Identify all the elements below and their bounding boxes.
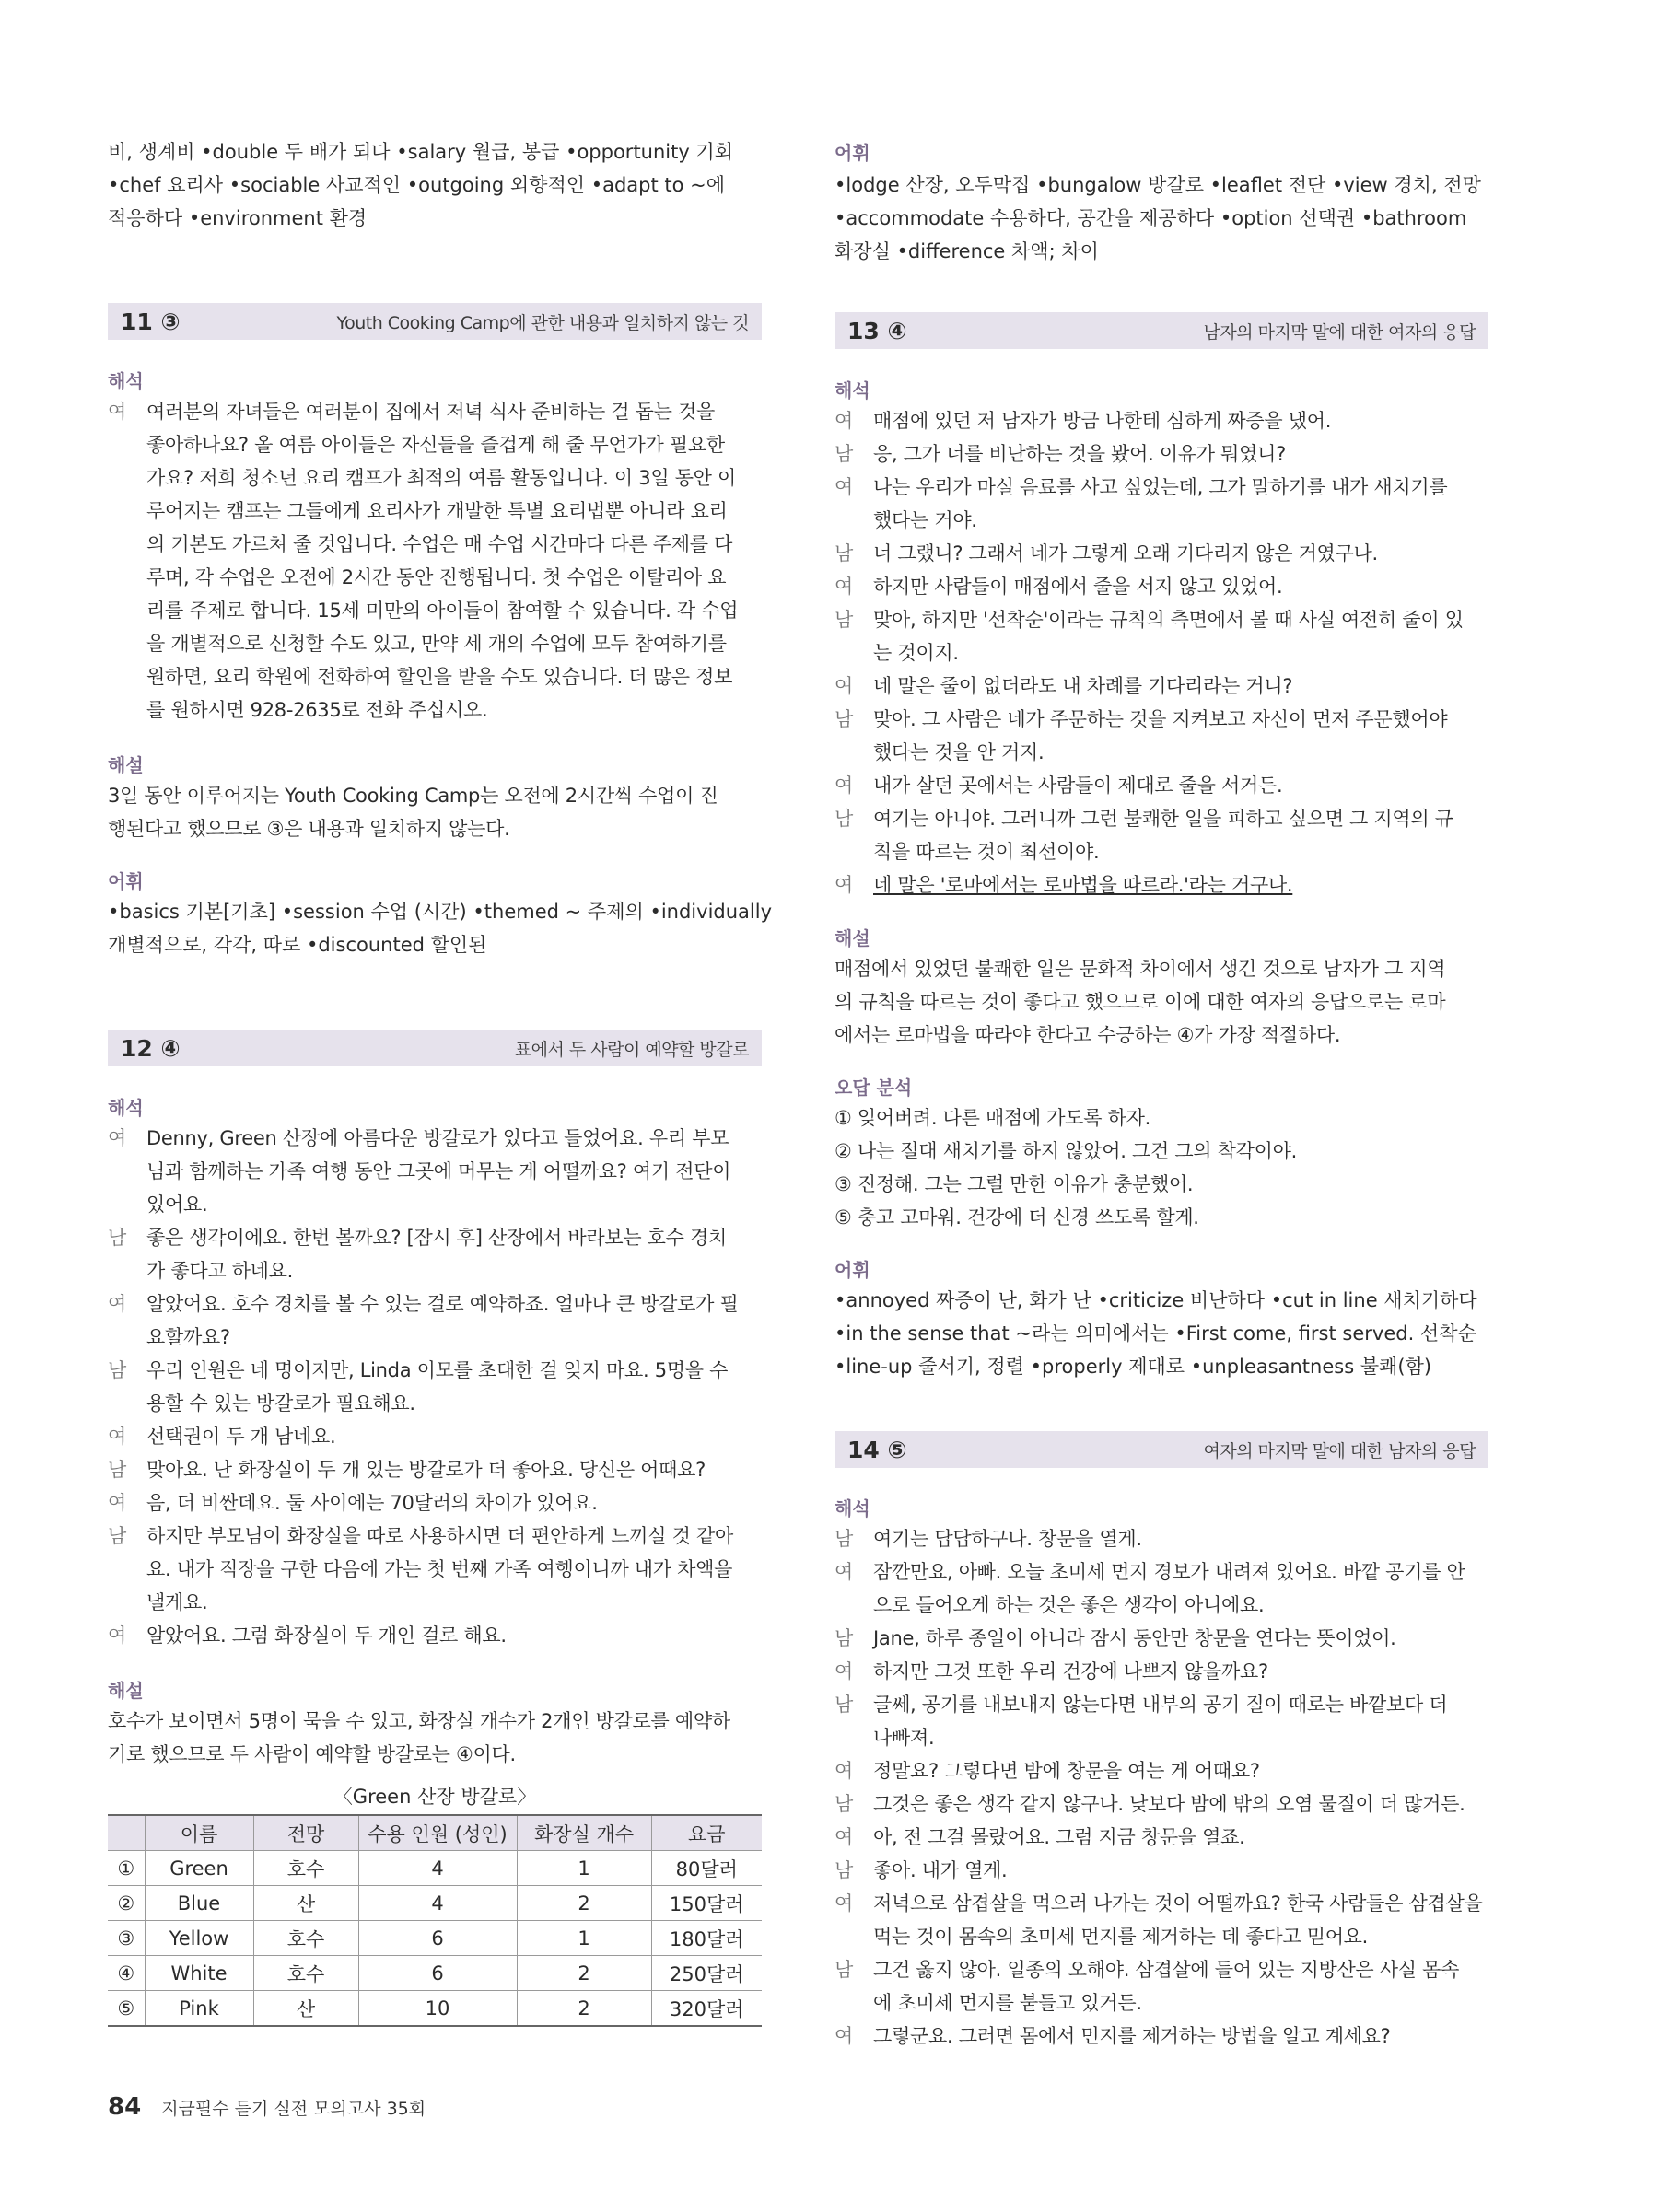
text-line: Denny, Green 산장에 아름다운 방갈로가 있다고 들었어요. 우리 부모 [146,1127,729,1149]
dialog-turn [834,437,1488,471]
text-line: 우리 인원은 네 명이지만, Linda 이모를 초대한 걸 잊지 마요. 5명을 수 [146,1359,729,1381]
speaker-label: 남 [834,609,853,631]
text-line: 를 원하시면 928-2635로 전화 주십시오. [146,699,488,721]
q12-dialog [108,1122,762,1652]
text-line: 는 것이지. [873,642,959,664]
wrong-analysis-title: 오답 분석 [834,1077,913,1099]
text-line: 하지만 그것 또한 우리 건강에 나쁘지 않을까요? [873,1660,1268,1682]
dialog-turn [834,1887,1488,1953]
dialog-turn [834,1622,1488,1655]
text-line: 의 기본도 가르쳐 줄 것입니다. 수업은 매 수업 시간마다 다른 주제를 다 [146,533,733,555]
q14-dialog [834,1522,1488,2053]
page-footer [108,2093,426,2121]
vocab-line: •chef 요리사 •sociable 사교적인 •outgoing 외향적인 •adapt to ~에 [108,174,726,196]
question-number: 11 ③ [121,308,181,335]
speaker-label: 남 [834,443,853,465]
vocab-title: 어휘 [108,870,144,892]
text-line: 맞아요. 난 화장실이 두 개 있는 방갈로가 더 좋아요. 당신은 어때요? [146,1459,706,1481]
text-line: 정말요? 그렇다면 밤에 창문을 여는 게 어때요? [873,1760,1260,1782]
table-cell: White [145,1956,253,1991]
table-cell: 320달러 [651,1991,762,2027]
dialog-turn [834,537,1488,570]
vocab-title: 어휘 [834,142,870,164]
table-header-row [108,1815,762,1851]
speaker-label: 여 [108,1624,126,1647]
bungalow-table [108,1814,762,2027]
speaker-label: 여 [834,774,853,797]
vocab-line: •line-up 줄서기, 정렬 •properly 제대로 •unpleasantness 불쾌(함) [834,1356,1432,1378]
speaker-label: 여 [834,1561,853,1583]
text-line: 에 초미세 먼지를 붙들고 있거든. [873,1992,1142,2014]
speaker-label: 여 [108,1127,126,1149]
dialog-turn [834,769,1488,802]
vocab-line: 화장실 •difference 차액; 차이 [834,240,1099,262]
speaker-label: 여 [834,1660,853,1682]
question-number: 14 ⑤ [847,1436,907,1463]
speaker-label: 남 [834,1528,853,1550]
speaker-label: 여 [108,401,126,423]
table-cell: 1 [517,1921,651,1956]
text-line: 좋아하나요? 올 여름 아이들은 자신들을 즐겁게 해 줄 무언가가 필요한 [146,434,725,456]
q11-explanation [108,779,762,845]
table-cell: 80달러 [651,1851,762,1886]
text-line: 호수가 보이면서 5명이 묵을 수 있고, 화장실 개수가 2개인 방갈로를 예약하 [108,1710,730,1732]
text-line: 가요? 저희 청소년 요리 캠프가 최적의 여름 활동입니다. 이 3일 동안 이 [146,467,737,489]
speaker-label: 여 [834,1892,853,1915]
table-cell: Blue [145,1886,253,1921]
text-line: 했다는 것을 안 거지. [873,741,1045,763]
dialog-turn [834,703,1488,769]
question-topic: 표에서 두 사람이 예약할 방갈로 [514,1039,749,1060]
text-line: 으로 들어오게 하는 것은 좋은 생각이 아니에요. [873,1594,1265,1616]
dialog-turn [834,868,1488,902]
speaker-label: 남 [108,1525,126,1547]
dialog-turn [108,1453,762,1486]
table-cell: ③ [108,1921,145,1956]
text-line: 하지만 사람들이 매점에서 줄을 서지 않고 있었어. [873,576,1283,598]
text-line: 좋아. 내가 열게. [873,1859,1008,1881]
dialog-turn [834,1655,1488,1688]
text-line: 루며, 각 수업은 오전에 2시간 동안 진행됩니다. 첫 수업은 이탈리아 요 [146,566,727,588]
interpretation-title: 해석 [834,379,870,402]
book-title: 지금필수 듣기 실전 모의고사 35회 [161,2099,426,2119]
table-row [108,1991,762,2027]
table-header-cell: 수용 인원 (성인) [358,1815,517,1851]
text-line: 먹는 것이 몸속의 초미세 먼지를 제거하는 데 좋다고 믿어요. [873,1926,1369,1948]
vocab-top-right [834,169,1488,268]
speaker-label: 여 [834,2025,853,2047]
speaker-label: 여 [834,576,853,598]
q13-wrong-analysis [834,1101,1488,1234]
text-line: 선택권이 두 개 남네요. [146,1426,336,1448]
q11-vocab [108,895,773,961]
vocab-line: •accommodate 수용하다, 공간을 제공하다 •option 선택권 •bathroom [834,207,1467,229]
q14-header [834,1431,1488,1468]
vocab-line: 적응하다 •environment 환경 [108,207,368,229]
dialog-turn [834,1522,1488,1555]
dialog-turn [834,404,1488,437]
speaker-label: 남 [834,1793,853,1815]
text-line: 그건 옳지 않아. 일종의 오해야. 삼겹살에 들어 있는 지방산은 사실 몸속 [873,1959,1460,1981]
table-row [108,1921,762,1956]
vocab-line: •lodge 산장, 오두막집 •bungalow 방갈로 •leaflet 전단 •view 경치, 전망 [834,174,1481,196]
table-cell: ① [108,1851,145,1886]
speaker-label: 여 [834,476,853,498]
q12-header [108,1030,762,1066]
answer-line-underlined: 네 말은 '로마에서는 로마법을 따르라.'라는 거구나. [873,874,1293,896]
table-cell: ④ [108,1956,145,1991]
table-cell: 180달러 [651,1921,762,1956]
interpretation-title: 해석 [108,370,144,392]
text-line: 3일 동안 이루어지는 Youth Cooking Camp는 오전에 2시간씩 수업이 진 [108,785,718,807]
text-line: 알았어요. 그럼 화장실이 두 개인 걸로 해요. [146,1624,507,1647]
table-cell: Green [145,1851,253,1886]
text-line: 매점에 있던 저 남자가 방금 나한테 심하게 짜증을 냈어. [873,410,1332,432]
dialog-turn [108,1287,762,1354]
text-line: 했다는 거야. [873,509,977,531]
text-line: 맞아, 하지만 '선착순'이라는 규칙의 측면에서 볼 때 사실 여전히 줄이 있 [873,609,1464,631]
text-line: 리를 주제로 합니다. 15세 미만의 아이들이 참여할 수 있습니다. 각 수업 [146,600,739,622]
table-header-cell: 전망 [253,1815,358,1851]
q13-explanation [834,952,1488,1052]
q13-vocab [834,1284,1488,1383]
dialog-turn [108,1519,762,1619]
dialog-turn [834,1787,1488,1821]
vocab-title: 어휘 [834,1259,870,1281]
speaker-label: 여 [108,1293,126,1315]
speaker-label: 여 [834,410,853,432]
table-cell: 1 [517,1851,651,1886]
dialog-turn [108,1221,762,1287]
table-row [108,1886,762,1921]
speaker-label: 남 [108,1359,126,1381]
speaker-label: 여 [834,1826,853,1848]
text-line: Jane, 하루 종일이 아니라 잠시 동안만 창문을 연다는 뜻이었어. [873,1627,1396,1649]
table-cell: 산 [253,1886,358,1921]
dialog-turn [834,1688,1488,1754]
table-cell: 산 [253,1991,358,2027]
table-header-cell: 요금 [651,1815,762,1851]
speaker-label: 남 [834,1694,853,1716]
table-cell: ⑤ [108,1991,145,2027]
text-line: 용할 수 있는 방갈로가 필요해요. [146,1392,415,1415]
table-cell: 호수 [253,1851,358,1886]
table-cell: 호수 [253,1921,358,1956]
text-line: 의 규칙을 따르는 것이 좋다고 했으므로 이에 대한 여자의 응답으로는 로마 [834,991,1446,1013]
explanation-title: 해설 [108,1680,144,1702]
question-number: 13 ④ [847,317,907,344]
table-cell: ② [108,1886,145,1921]
vocab-line: 개별적으로, 각각, 따로 •discounted 할인된 [108,934,487,956]
dialog-turn [834,1821,1488,1854]
table-caption: 〈Green 산장 방갈로〉 [333,1786,537,1808]
question-topic: 여자의 마지막 말에 대한 남자의 응답 [1203,1440,1476,1461]
table-cell: 2 [517,1991,651,2027]
question-topic: 남자의 마지막 말에 대한 여자의 응답 [1203,321,1476,343]
speaker-label: 남 [108,1227,126,1249]
dialog-turn [834,802,1488,868]
vocab-line: •basics 기본[기초] •session 수업 (시간) •themed ~ 주제의 •individually [108,901,773,923]
vocab-line: •in the sense that ~라는 의미에서는 •First come, first served. 선착순 [834,1322,1476,1345]
dialog-turn [834,603,1488,669]
interpretation-title: 해석 [834,1497,870,1519]
text-line: 여러분의 자녀들은 여러분이 집에서 저녁 식사 준비하는 걸 돕는 것을 [146,401,715,423]
table-header-cell: 화장실 개수 [517,1815,651,1851]
explanation-title: 해설 [834,927,870,949]
q11-monologue [108,395,762,727]
text-line: 매점에서 있었던 불쾌한 일은 문화적 차이에서 생긴 것으로 남자가 그 지역 [834,958,1446,980]
table-header-cell [108,1815,145,1851]
speaker-label: 남 [834,1627,853,1649]
speaker-label: 남 [834,1859,853,1881]
text-line: 있어요. [146,1193,208,1216]
text-line: 그것은 좋은 생각 같지 않구나. 낮보다 밤에 밖의 오염 물질이 더 많거든. [873,1793,1465,1815]
text-line: 응, 그가 너를 비난하는 것을 봤어. 이유가 뭐였니? [873,443,1286,465]
table-cell: Pink [145,1991,253,2027]
speaker-label: 남 [834,1959,853,1981]
question-topic: Youth Cooking Camp에 관한 내용과 일치하지 않는 것 [336,312,749,333]
speaker-label: 여 [108,1492,126,1514]
text-line: 을 개별적으로 신청할 수도 있고, 만약 세 개의 수업에 모두 참여하기를 [146,633,727,655]
explanation-title: 해설 [108,754,144,776]
option-line: ② 나는 절대 새치기를 하지 않았어. 그건 그의 착각이야. [834,1140,1297,1162]
page-number: 84 [108,2093,142,2121]
question-number: 12 ④ [121,1034,181,1062]
table-cell: 2 [517,1886,651,1921]
table-cell: 150달러 [651,1886,762,1921]
dialog-turn [108,1420,762,1453]
speaker-label: 남 [834,808,853,830]
speaker-label: 남 [834,542,853,565]
text-line: 여기는 아니야. 그러니까 그런 불쾌한 일을 피하고 싶으면 그 지역의 규 [873,808,1453,830]
text-line: 잠깐만요, 아빠. 오늘 초미세 먼지 경보가 내려져 있어요. 바깥 공기를 안 [873,1561,1465,1583]
text-line: 루어지는 캠프는 그들에게 요리사가 개발한 특별 요리법뿐 아니라 요리 [146,500,728,522]
option-line: ⑤ 충고 고마워. 건강에 더 신경 쓰도록 할게. [834,1206,1199,1228]
table-row [108,1956,762,1991]
text-line: 님과 함께하는 가족 여행 동안 그곳에 머무는 게 어떨까요? 여기 전단이 [146,1160,731,1182]
q12-explanation [108,1705,762,1771]
option-line: ① 잊어버려. 다른 매점에 가도록 하자. [834,1107,1150,1129]
table-cell: 4 [358,1886,517,1921]
text-line: 나빠져. [873,1727,935,1749]
text-line: 알았어요. 호수 경치를 볼 수 있는 걸로 예약하죠. 얼마나 큰 방갈로가 필 [146,1293,739,1315]
vocab-top-left [108,135,762,235]
dialog-turn [834,1555,1488,1622]
text-line: 행된다고 했으므로 ③은 내용과 일치하지 않는다. [108,818,510,840]
table-cell: 6 [358,1956,517,1991]
text-line: 내가 살던 곳에서는 사람들이 제대로 줄을 서거든. [873,774,1283,797]
text-line: 그렇군요. 그러면 몸에서 먼지를 제거하는 방법을 알고 계세요? [873,2025,1391,2047]
dialog-turn [108,1486,762,1519]
table-cell: 6 [358,1921,517,1956]
dialog-turn [834,570,1488,603]
dialog-turn [834,2020,1488,2053]
speaker-label: 남 [834,708,853,730]
bungalow-table-wrap [108,1814,762,2027]
text-line: 아, 전 그걸 몰랐어요. 그럼 지금 창문을 열죠. [873,1826,1245,1848]
interpretation-title: 해석 [108,1097,144,1119]
dialog-turn [834,1854,1488,1887]
dialog-turn [108,1619,762,1652]
table-cell: 4 [358,1851,517,1886]
table-cell: 250달러 [651,1956,762,1991]
text-line: 너 그랬니? 그래서 네가 그렇게 오래 기다리지 않은 거였구나. [873,542,1378,565]
speaker-label: 여 [108,1426,126,1448]
dialog-turn [834,1953,1488,2020]
q11-header [108,303,762,340]
text-line: 가 좋다고 하네요. [146,1260,294,1282]
table-cell: Yellow [145,1921,253,1956]
text-line: 좋은 생각이에요. 한번 볼까요? [잠시 후] 산장에서 바라보는 호수 경치 [146,1227,728,1249]
text-line: 칙을 따르는 것이 최선이야. [873,841,1100,863]
dialog-turn [108,1122,762,1221]
text-line: 네 말은 줄이 없더라도 내 차례를 기다리라는 거니? [873,675,1293,697]
text-line: 에서는 로마법을 따라야 한다고 수긍하는 ④가 가장 적절하다. [834,1024,1341,1046]
dialog-turn [834,471,1488,537]
q13-dialog [834,404,1488,902]
text-line: 기로 했으므로 두 사람이 예약할 방갈로는 ④이다. [108,1743,516,1765]
speaker-label: 여 [834,675,853,697]
text-line: 글쎄, 공기를 내보내지 않는다면 내부의 공기 질이 때로는 바깥보다 더 [873,1694,1448,1716]
dialog-turn [108,1354,762,1420]
speaker-label: 여 [834,874,853,896]
speaker-label: 남 [108,1459,126,1481]
option-line: ③ 진정해. 그는 그럴 만한 이유가 충분했어. [834,1173,1194,1195]
text-line: 요할까요? [146,1326,230,1348]
text-line: 낼게요. [146,1591,208,1613]
dialog-turn [834,669,1488,703]
vocab-line: •annoyed 짜증이 난, 화가 난 •criticize 비난하다 •cut in line 새치기하다 [834,1289,1477,1311]
speaker-label: 여 [834,1760,853,1782]
text-line: 음, 더 비싼데요. 둘 사이에는 70달러의 차이가 있어요. [146,1492,598,1514]
text-line: 여기는 답답하구나. 창문을 열게. [873,1528,1142,1550]
text-line: 나는 우리가 마실 음료를 사고 싶었는데, 그가 말하기를 내가 새치기를 [873,476,1448,498]
vocab-line: 비, 생계비 •double 두 배가 되다 •salary 월급, 봉급 •opportunity 기회 [108,141,734,163]
text-line: 저녁으로 삼겹살을 먹으러 나가는 것이 어떨까요? 한국 사람들은 삼겹살을 [873,1892,1483,1915]
dialog-turn [834,1754,1488,1787]
table-cell: 2 [517,1956,651,1991]
table-row [108,1851,762,1886]
text-line: 맞아. 그 사람은 네가 주문하는 것을 지켜보고 자신이 먼저 주문했어야 [873,708,1448,730]
text-line: 하지만 부모님이 화장실을 따로 사용하시면 더 편안하게 느끼실 것 같아 [146,1525,733,1547]
table-header-cell: 이름 [145,1815,253,1851]
q13-header [834,312,1488,349]
table-cell: 10 [358,1991,517,2027]
text-line: 원하면, 요리 학원에 전화하여 할인을 받을 수도 있습니다. 더 많은 정보 [146,666,733,688]
text-line: 요. 내가 직장을 구한 다음에 가는 첫 번째 가족 여행이니까 내가 차액을 [146,1558,733,1580]
table-cell: 호수 [253,1956,358,1991]
